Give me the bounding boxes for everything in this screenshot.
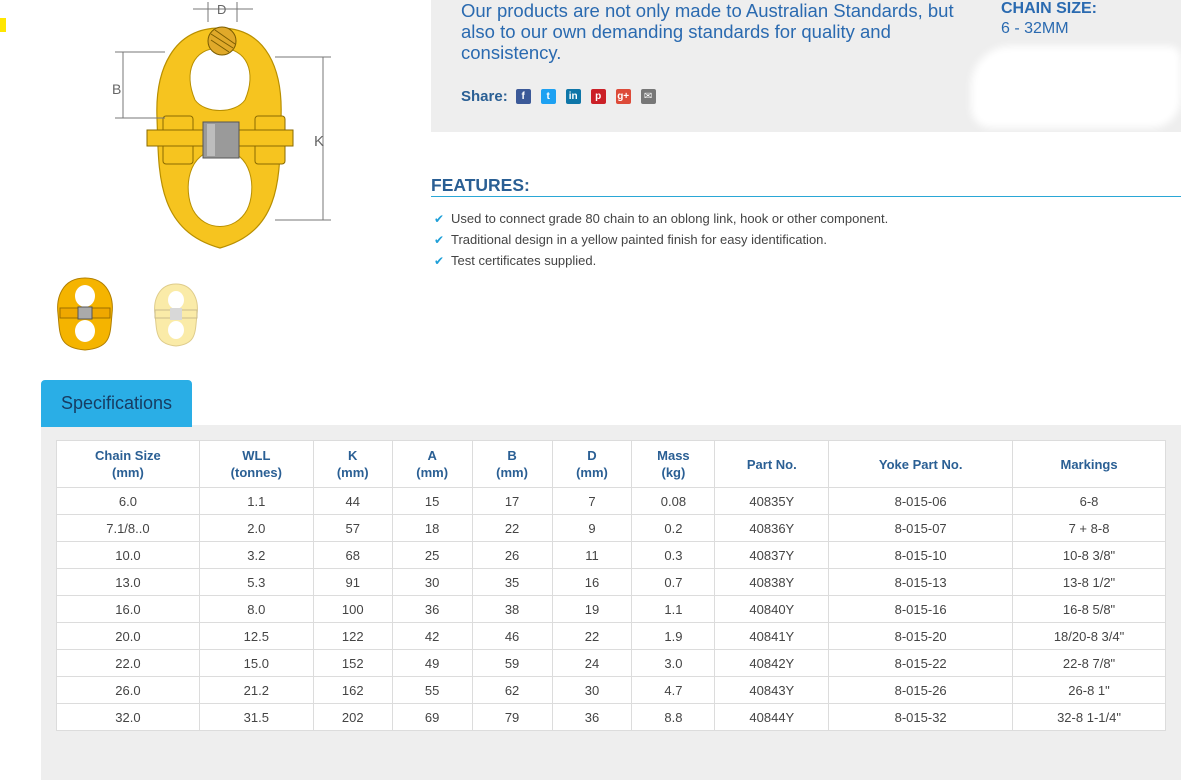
product-description-panel — [431, 0, 1181, 132]
table-row — [57, 650, 1166, 677]
facebook-icon[interactable]: f — [516, 89, 531, 104]
table-cell: 202 — [313, 704, 392, 731]
chain-size-label: CHAIN SIZE: — [1001, 0, 1097, 17]
table-cell: 15.0 — [199, 650, 313, 677]
thumbnail-diagram[interactable] — [143, 274, 209, 354]
table-cell: 38 — [472, 596, 552, 623]
table-cell: 6.0 — [57, 488, 200, 515]
table-cell: 8-015-10 — [829, 542, 1013, 569]
redacted-area — [971, 46, 1181, 128]
table-cell: 8.8 — [632, 704, 715, 731]
share-label: Share: — [461, 88, 508, 105]
table-cell: 31.5 — [199, 704, 313, 731]
table-cell: 8-015-32 — [829, 704, 1013, 731]
table-cell: 40842Y — [715, 650, 829, 677]
column-header: Chain Size (mm) — [57, 441, 200, 488]
table-cell: 1.9 — [632, 623, 715, 650]
table-cell: 0.08 — [632, 488, 715, 515]
table-cell: 36 — [552, 704, 632, 731]
table-cell: 152 — [313, 650, 392, 677]
table-cell: 13.0 — [57, 569, 200, 596]
table-cell: 40841Y — [715, 623, 829, 650]
table-cell: 7 — [552, 488, 632, 515]
table-cell: 162 — [313, 677, 392, 704]
table-cell: 18 — [392, 515, 472, 542]
table-cell: 22-8 7/8" — [1013, 650, 1166, 677]
table-cell: 100 — [313, 596, 392, 623]
email-icon[interactable]: ✉ — [641, 89, 656, 104]
table-cell: 69 — [392, 704, 472, 731]
table-cell: 8-015-06 — [829, 488, 1013, 515]
column-header: K (mm) — [313, 441, 392, 488]
table-cell: 35 — [472, 569, 552, 596]
google-plus-icon[interactable]: g+ — [616, 89, 631, 104]
table-cell: 0.7 — [632, 569, 715, 596]
table-row — [57, 488, 1166, 515]
dimension-d-label: D — [217, 2, 227, 17]
table-cell: 40843Y — [715, 677, 829, 704]
table-cell: 10.0 — [57, 542, 200, 569]
column-header: D (mm) — [552, 441, 632, 488]
table-cell: 19 — [552, 596, 632, 623]
table-cell: 32.0 — [57, 704, 200, 731]
feature-item — [434, 250, 888, 271]
linkedin-icon[interactable]: in — [566, 89, 581, 104]
table-cell: 16 — [552, 569, 632, 596]
twitter-icon[interactable]: t — [541, 89, 556, 104]
table-cell: 25 — [392, 542, 472, 569]
table-cell: 57 — [313, 515, 392, 542]
chain-size-value: 6 - 32MM — [1001, 20, 1069, 37]
table-cell: 46 — [472, 623, 552, 650]
table-cell: 26 — [472, 542, 552, 569]
table-cell: 13-8 1/2" — [1013, 569, 1166, 596]
table-cell: 40836Y — [715, 515, 829, 542]
table-row — [57, 704, 1166, 731]
table-cell: 8.0 — [199, 596, 313, 623]
table-row — [57, 677, 1166, 704]
table-cell: 0.3 — [632, 542, 715, 569]
table-cell: 42 — [392, 623, 472, 650]
feature-item — [434, 229, 888, 250]
table-cell: 79 — [472, 704, 552, 731]
table-cell: 40838Y — [715, 569, 829, 596]
column-header: Mass (kg) — [632, 441, 715, 488]
feature-item — [434, 208, 888, 229]
table-cell: 2.0 — [199, 515, 313, 542]
table-cell: 36 — [392, 596, 472, 623]
table-cell: 30 — [552, 677, 632, 704]
table-cell: 15 — [392, 488, 472, 515]
checkmark-icon: ✔ — [434, 211, 445, 226]
table-cell: 8-015-07 — [829, 515, 1013, 542]
table-cell: 12.5 — [199, 623, 313, 650]
table-cell: 68 — [313, 542, 392, 569]
share-bar — [461, 88, 666, 105]
checkmark-icon: ✔ — [434, 253, 445, 268]
table-row — [57, 623, 1166, 650]
table-cell: 7 + 8-8 — [1013, 515, 1166, 542]
table-cell: 16.0 — [57, 596, 200, 623]
table-cell: 24 — [552, 650, 632, 677]
features-divider — [431, 196, 1181, 197]
column-header: Yoke Part No. — [829, 441, 1013, 488]
column-header: A (mm) — [392, 441, 472, 488]
table-cell: 21.2 — [199, 677, 313, 704]
table-cell: 7.1/8..0 — [57, 515, 200, 542]
column-header: Part No. — [715, 441, 829, 488]
dimension-b-label: B — [112, 81, 122, 97]
table-cell: 5.3 — [199, 569, 313, 596]
table-cell: 8-015-16 — [829, 596, 1013, 623]
table-row — [57, 569, 1166, 596]
table-cell: 44 — [313, 488, 392, 515]
table-header-row — [57, 441, 1166, 488]
table-cell: 8-015-20 — [829, 623, 1013, 650]
table-row — [57, 596, 1166, 623]
table-cell: 40840Y — [715, 596, 829, 623]
table-cell: 22.0 — [57, 650, 200, 677]
table-cell: 32-8 1-1/4" — [1013, 704, 1166, 731]
feature-text: Traditional design in a yellow painted finish for easy identification. — [451, 232, 828, 247]
table-cell: 55 — [392, 677, 472, 704]
thumbnail-photo[interactable] — [52, 274, 118, 354]
table-cell: 26.0 — [57, 677, 200, 704]
feature-text: Test certificates supplied. — [451, 253, 597, 268]
table-cell: 8-015-26 — [829, 677, 1013, 704]
table-cell: 30 — [392, 569, 472, 596]
product-diagram-image — [95, 0, 345, 258]
table-cell: 22 — [472, 515, 552, 542]
table-cell: 20.0 — [57, 623, 200, 650]
table-cell: 11 — [552, 542, 632, 569]
table-cell: 8-015-22 — [829, 650, 1013, 677]
column-header: B (mm) — [472, 441, 552, 488]
side-tab-marker — [0, 18, 6, 32]
table-cell: 26-8 1" — [1013, 677, 1166, 704]
table-cell: 1.1 — [632, 596, 715, 623]
table-cell: 18/20-8 3/4" — [1013, 623, 1166, 650]
table-cell: 17 — [472, 488, 552, 515]
table-cell: 1.1 — [199, 488, 313, 515]
table-cell: 3.2 — [199, 542, 313, 569]
specifications-table — [56, 440, 1166, 731]
table-cell: 0.2 — [632, 515, 715, 542]
checkmark-icon: ✔ — [434, 232, 445, 247]
features-list — [434, 208, 888, 271]
table-cell: 8-015-13 — [829, 569, 1013, 596]
table-row — [57, 542, 1166, 569]
table-cell: 3.0 — [632, 650, 715, 677]
table-cell: 6-8 — [1013, 488, 1166, 515]
table-cell: 49 — [392, 650, 472, 677]
product-description: Our products are not only made to Australian Standards, but also to our own demanding standards for quality and consistency. — [461, 0, 954, 63]
table-cell: 62 — [472, 677, 552, 704]
table-cell: 4.7 — [632, 677, 715, 704]
table-cell: 59 — [472, 650, 552, 677]
column-header: WLL (tonnes) — [199, 441, 313, 488]
table-cell: 22 — [552, 623, 632, 650]
table-cell: 16-8 5/8" — [1013, 596, 1166, 623]
dimension-k-label: K — [314, 133, 325, 150]
feature-text: Used to connect grade 80 chain to an oblong link, hook or other component. — [451, 211, 889, 226]
tab-specifications[interactable]: Specifications — [41, 380, 192, 427]
table-cell: 40837Y — [715, 542, 829, 569]
table-cell: 10-8 3/8" — [1013, 542, 1166, 569]
table-cell: 122 — [313, 623, 392, 650]
table-row — [57, 515, 1166, 542]
table-cell: 91 — [313, 569, 392, 596]
features-heading: FEATURES: — [431, 175, 530, 195]
table-cell: 40844Y — [715, 704, 829, 731]
table-cell: 40835Y — [715, 488, 829, 515]
table-cell: 9 — [552, 515, 632, 542]
column-header: Markings — [1013, 441, 1166, 488]
pinterest-icon[interactable]: p — [591, 89, 606, 104]
